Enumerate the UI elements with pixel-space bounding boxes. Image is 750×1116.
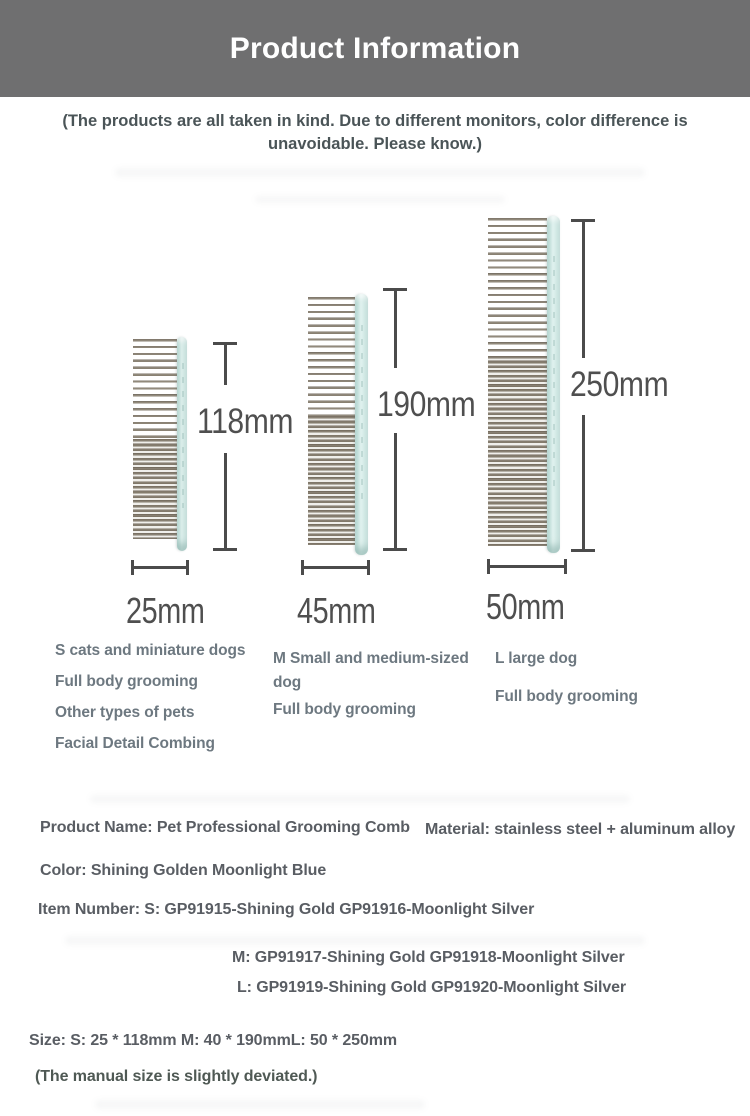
header-banner [0,0,750,97]
category-large [495,647,638,723]
photo-smudge [95,1100,425,1109]
height-label-large: 250mm [570,365,669,404]
photo-smudge [65,936,645,945]
dimension-line [224,453,227,548]
comb-teeth-fine [133,439,177,539]
comb-medium-spine [355,294,368,555]
dimension-cap [213,548,237,551]
comb-large-photo [488,216,560,553]
spec-product-name: Product Name: Pet Professional Grooming Comb [40,819,410,836]
notice-line2: unavoidable. Please know.) [268,135,482,153]
width-dimension-medium [301,560,370,575]
width-label-small: 25mm [126,590,205,631]
comb-small-teeth [133,339,177,539]
height-dimension-small [213,342,237,551]
photo-smudge [255,196,505,203]
comb-large-spine [547,216,560,553]
height-label-medium: 190mm [377,385,476,424]
category-line: M Small and medium-sized dog [273,650,469,691]
category-line: Full body grooming [55,673,198,690]
dimension-line [582,415,585,549]
dimension-line [304,566,367,569]
category-small [55,639,245,763]
category-line: L large dog [495,650,578,667]
photo-smudge [115,168,645,177]
comb-medium-teeth [308,297,355,545]
width-dimension-small [131,560,189,575]
comb-teeth-fine [488,356,547,546]
comb-teeth-coarse [308,297,355,416]
photo-smudge [90,795,630,803]
comb-medium-photo [308,294,368,555]
notice-line1: (The products are all taken in kind. Due to different monitors, color difference is [62,112,688,130]
width-label-large: 50mm [486,586,565,627]
comb-large-teeth [488,218,547,546]
category-line: Full body grooming [495,688,638,705]
dimension-cap [383,548,407,551]
spec-item-number-l: L: GP91919-Shining Gold GP91920-Moonlight Silver [237,979,627,996]
dimension-line [224,345,227,385]
width-dimension-large [487,559,567,574]
comb-teeth-coarse [488,218,547,356]
dimension-cap [571,549,595,552]
spec-item-number-s: Item Number: S: GP91915-Shining Gold GP91916-Moonlight Silver [38,901,535,918]
dimension-line [394,291,397,368]
category-line: Facial Detail Combing [55,735,215,752]
dimension-cap [564,559,567,574]
dimension-line [490,565,564,568]
dimension-cap [186,560,189,575]
spec-size: Size: S: 25 * 118mm M: 40 * 190mmL: 50 * 250mm [29,1032,398,1049]
category-medium [273,647,479,725]
dimension-line [582,222,585,358]
dimension-cap [367,560,370,575]
page-title: Product Information [229,31,521,65]
notice-text [0,110,750,156]
spec-color: Color: Shining Golden Moonlight Blue [40,862,327,879]
dimension-line [394,433,397,548]
comb-small-spine [177,337,187,551]
comb-small-photo [133,337,187,551]
width-label-medium: 45mm [297,590,376,631]
dimension-line [134,566,186,569]
spec-note: (The manual size is slightly deviated.) [35,1068,318,1085]
comb-teeth-coarse [133,339,177,439]
category-line: Other types of pets [55,704,195,721]
spec-item-number-m: M: GP91917-Shining Gold GP91918-Moonlight Silver [232,949,625,966]
category-line: Full body grooming [273,701,416,718]
category-line: S cats and miniature dogs [55,642,246,659]
comb-teeth-fine [308,416,355,545]
spec-material: Material: stainless steel + aluminum alloy [425,821,736,838]
height-label-small: 118mm [197,402,293,441]
